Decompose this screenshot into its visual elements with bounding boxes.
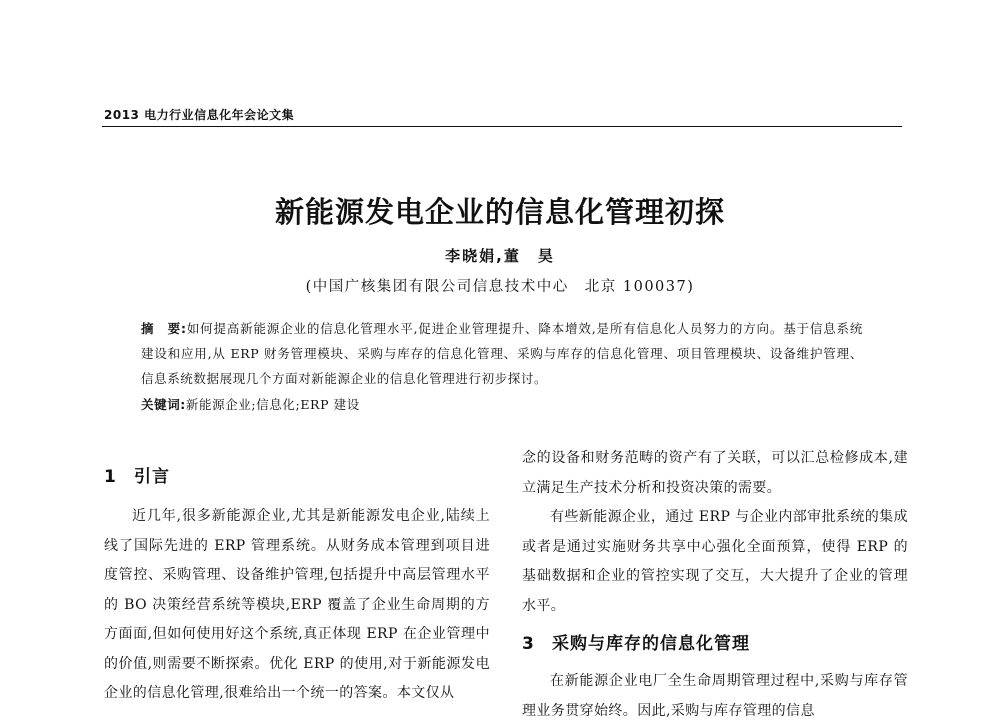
paper-title: 新能源发电企业的信息化管理初探 [274,195,725,229]
right-column [522,444,908,726]
paragraph: 念的设备和财务范畴的资产有了关联，可以汇总检修成本,建立满足生产技术分析和投资决策的需要。 [522,450,908,496]
section-number: 1 [104,467,117,487]
section-number: 3 [522,634,535,654]
abstract-text: 如何提高新能源企业的信息化管理水平,促进企业管理提升、降本增效,是所有信息化人员努力的方向。基于信息系统建设和应用,从 ERP 财务管理模块、采购与库存的信息化管理、采购与库存的信息化管理、项目管理模块、设备维护管理、信息系统数据展现几个方面对新能源企业的信息化管理进行初步探讨。 [141,321,863,386]
keywords-label: 关键词: [141,397,186,412]
section-title: 引言 [134,467,170,487]
left-column [104,460,490,709]
keywords [141,392,863,417]
section-title: 采购与库存的信息化管理 [552,634,750,654]
keywords-text: 新能源企业;信息化;ERP 建设 [185,397,360,412]
abstract [141,316,863,391]
paper-affiliation: (中国广核集团有限公司信息技术中心 北京 100037) [305,279,695,295]
paper-authors: 李晓娟,董 昊 [445,247,555,265]
header-rule [102,126,902,127]
running-head: 2013 电力行业信息化年会论文集 [104,108,295,122]
section-heading-procurement [522,627,908,661]
paragraph: 近几年,很多新能源企业,尤其是新能源发电企业,陆续上线了国际先进的 ERP 管理系统。从财务成本管理到项目进度管控、采购管理、设备维护管理,包括提升中高层管理水平的 BO 决策经营系统等模块,ERP 覆盖了企业生命周期的方方面面,但如何使用好这个系统,真正体现 ERP 在企业管理中的价值,则需要不断探索。优化 ERP 的使用,对于新能源发电企业的信息化管理,很难给出一个统一的答案。本文仅从 [104,508,490,701]
abstract-label: 摘 要: [141,321,187,336]
section-heading-introduction [104,460,490,494]
paragraph: 有些新能源企业，通过 ERP 与企业内部审批系统的集成或者是通过实施财务共享中心强化全面预算，使得 ERP 的基础数据和企业的管控实现了交互，大大提升了企业的管理水平。 [522,509,908,614]
paragraph: 在新能源企业电厂全生命周期管理过程中,采购与库存管理业务贯穿始终。因此,采购与库存管理的信息 [522,673,908,719]
